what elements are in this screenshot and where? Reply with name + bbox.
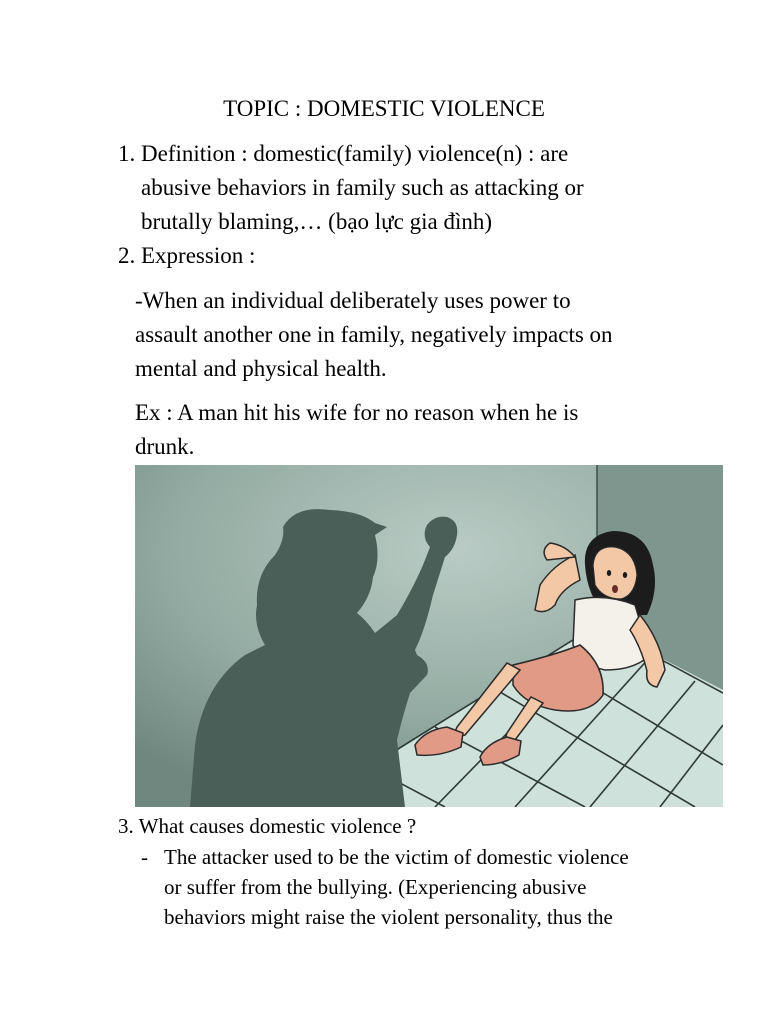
bullet-line: or suffer from the bullying. (Experiencing abusive xyxy=(164,875,587,899)
example-line: drunk. xyxy=(135,434,195,459)
definition-paragraph xyxy=(141,137,584,239)
bullet-line: behaviors might raise the violent personality, thus the xyxy=(164,905,613,929)
definition-line: Definition : domestic(family) violence(n) : are xyxy=(141,141,569,166)
list-number-2: 2. xyxy=(118,243,136,268)
expression-heading: Expression : xyxy=(141,243,256,268)
expression-line: -When an individual deliberately uses power to xyxy=(135,288,571,313)
causes-heading: 3. What causes domestic violence ? xyxy=(118,814,417,838)
example-line: Ex : A man hit his wife for no reason when he is xyxy=(135,400,579,425)
expression-line: mental and physical health. xyxy=(135,356,387,381)
definition-line: abusive behaviors in family such as attacking or xyxy=(141,175,584,200)
expression-paragraph xyxy=(135,284,695,386)
page-title: TOPIC : DOMESTIC VIOLENCE xyxy=(223,96,545,121)
domestic-violence-illustration xyxy=(135,465,723,807)
list-number-1: 1. xyxy=(118,141,136,166)
causes-bullet xyxy=(164,842,629,932)
example-paragraph xyxy=(135,396,695,464)
bullet-line: The attacker used to be the victim of domestic violence xyxy=(164,845,629,869)
definition-line: brutally blaming,… (bạo lực gia đình) xyxy=(141,209,492,234)
expression-line: assault another one in family, negatively impacts on xyxy=(135,322,613,347)
bullet-marker: - xyxy=(141,845,148,869)
